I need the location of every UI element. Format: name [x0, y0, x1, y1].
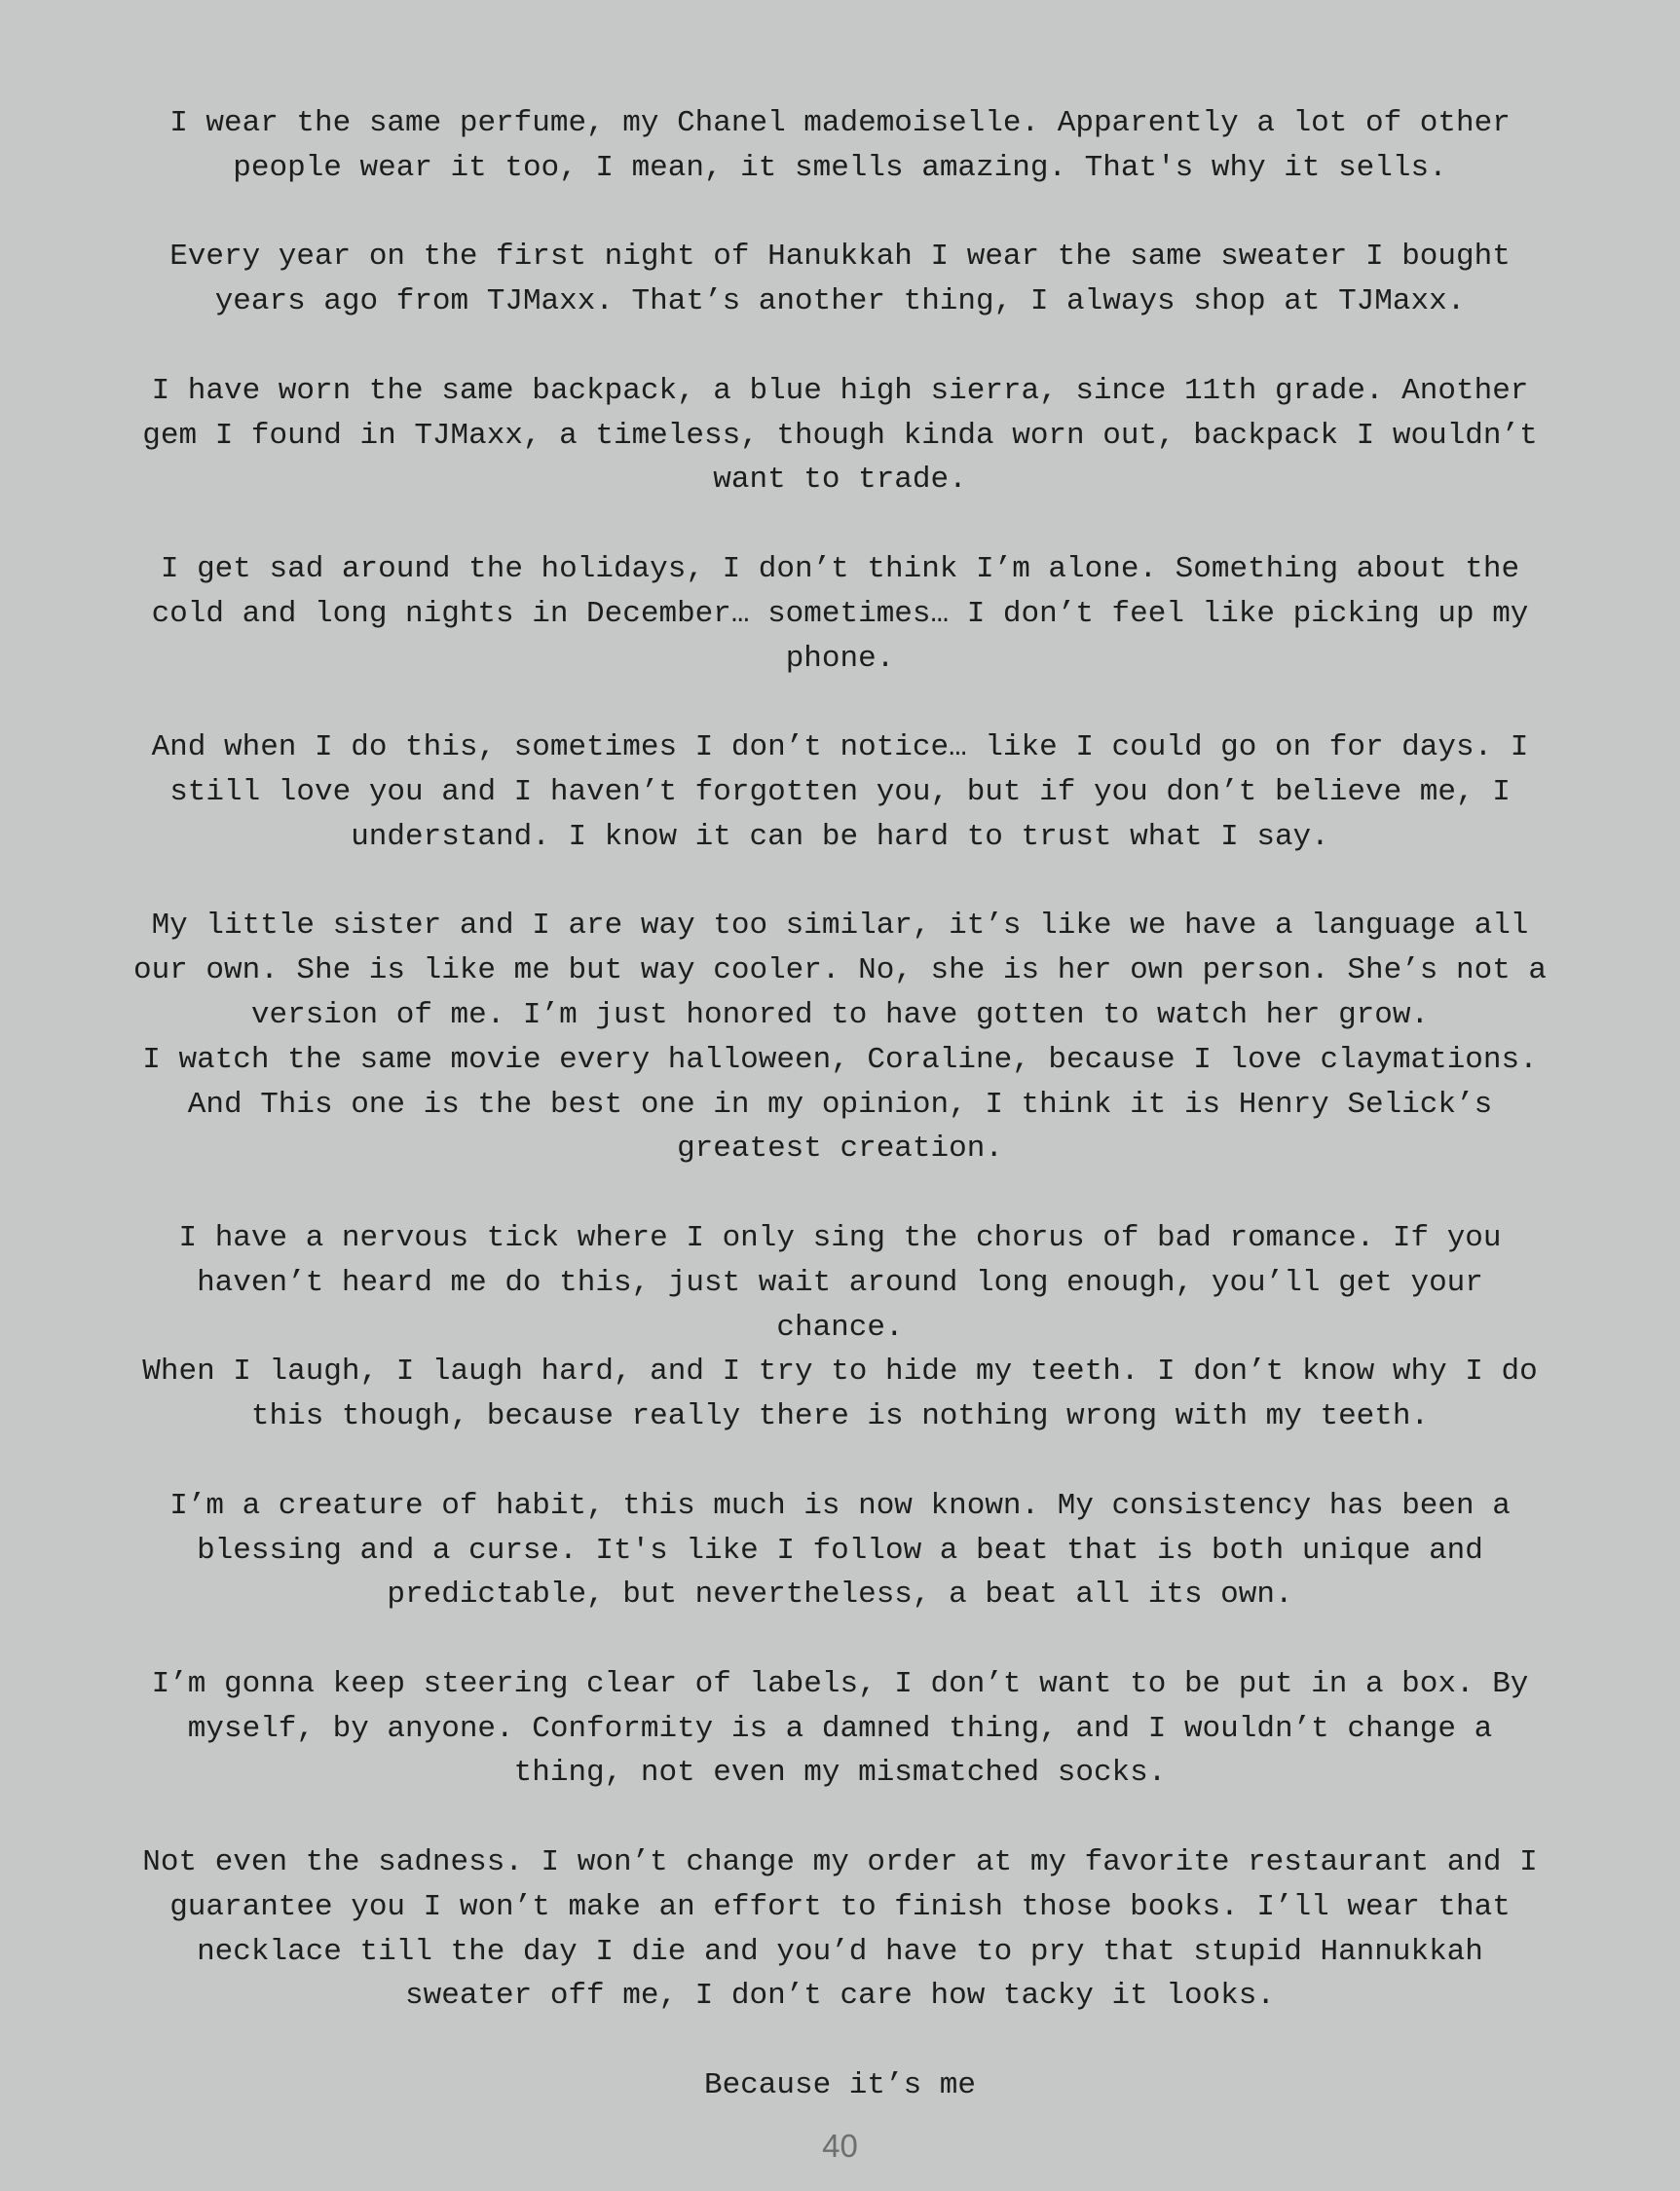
text-line: chance.	[776, 1310, 904, 1345]
text-line: I wear the same perfume, my Chanel mademoiselle. Apparently a lot of other	[169, 106, 1511, 140]
text-line: I’m gonna keep steering clear of labels, I don’t want to be put in a box. By	[151, 1666, 1529, 1701]
text-line: haven’t heard me do this, just wait around long enough, you’ll get your	[197, 1265, 1483, 1300]
text-line: years ago from TJMaxx. That’s another thing, I always shop at TJMaxx.	[214, 284, 1466, 319]
text-line: myself, by anyone. Conformity is a damned thing, and I wouldn’t change a	[187, 1711, 1493, 1746]
paragraph-labels	[58, 1662, 1622, 1796]
paragraph-gap	[58, 324, 1622, 369]
text-line: I watch the same movie every halloween, Coraline, because I love claymations.	[142, 1042, 1538, 1077]
text-line: understand. I know it can be hard to trust what I say.	[351, 819, 1329, 854]
text-line: still love you and I haven’t forgotten you, but if you don’t believe me, I	[169, 774, 1511, 809]
text-line: And This one is the best one in my opinion, I think it is Henry Selick’s	[187, 1087, 1493, 1122]
paragraph-gap	[58, 1439, 1622, 1484]
paragraph-backpack	[58, 369, 1622, 502]
text-line: greatest creation.	[677, 1132, 1003, 1167]
text-line: I get sad around the holidays, I don’t think I’m alone. Something about the	[160, 551, 1520, 586]
text-line: Because it’s me	[703, 2068, 977, 2103]
paragraph-gap	[58, 191, 1622, 236]
paragraph-gap	[58, 502, 1622, 547]
text-line: Every year on the first night of Hanukkah I wear the same sweater I bought	[169, 240, 1511, 275]
text-line: people wear it too, I mean, it smells amazing. That's why it sells.	[233, 150, 1447, 185]
text-line: thing, not even my mismatched socks.	[513, 1756, 1167, 1791]
text-line: I have a nervous tick where I only sing the chorus of bad romance. If you	[178, 1220, 1502, 1255]
page-number: 40	[822, 2128, 858, 2164]
text-line: Not even the sadness. I won’t change my order at my favorite restaurant and I	[142, 1845, 1538, 1880]
text-line: sweater off me, I don’t care how tacky it looks.	[405, 1979, 1275, 2014]
body-text	[58, 101, 1622, 2108]
paragraph-closing	[58, 2063, 1622, 2108]
text-line: gem I found in TJMaxx, a timeless, though kinda worn out, backpack I wouldn’t	[142, 418, 1538, 453]
paragraph-sister	[58, 904, 1622, 1171]
paragraph-nervous-tick	[58, 1216, 1622, 1439]
paragraph-gap	[58, 681, 1622, 725]
text-line: guarantee you I won’t make an effort to finish those books. I’ll wear that	[169, 1889, 1511, 1924]
paragraph-sadness	[58, 1840, 1622, 2019]
text-line: phone.	[785, 641, 895, 676]
text-line: this though, because really there is nothing wrong with my teeth.	[250, 1399, 1430, 1434]
text-line: And when I do this, sometimes I don’t notice… like I could go on for days. I	[151, 730, 1529, 765]
paragraph-gap	[58, 1617, 1622, 1662]
text-line: When I laugh, I laugh hard, and I try to hide my teeth. I don’t know why I do	[142, 1355, 1538, 1390]
text-line: I’m a creature of habit, this much is now known. My consistency has been a	[169, 1488, 1511, 1523]
paragraph-habit	[58, 1484, 1622, 1617]
paragraph-gap	[58, 1171, 1622, 1216]
text-line: version of me. I’m just honored to have gotten to watch her grow.	[250, 997, 1430, 1032]
text-line: predictable, but nevertheless, a beat all its own.	[387, 1578, 1293, 1613]
text-line: cold and long nights in December… sometimes… I don’t feel like picking up my	[151, 596, 1529, 631]
text-line: our own. She is like me but way cooler. No, she is her own person. She’s not a	[132, 953, 1548, 988]
paragraph-gap	[58, 860, 1622, 905]
paragraph-gap	[58, 1796, 1622, 1840]
paragraph-notice	[58, 725, 1622, 859]
text-line: blessing and a curse. It's like I follow a beat that is both unique and	[197, 1533, 1483, 1568]
paragraph-holidays	[58, 547, 1622, 681]
text-line: necklace till the day I die and you’d have to pry that stupid Hannukkah	[197, 1934, 1483, 1969]
text-line: My little sister and I are way too similar, it’s like we have a language all	[151, 909, 1529, 944]
text-line: I have worn the same backpack, a blue high sierra, since 11th grade. Another	[151, 373, 1529, 408]
paragraph-gap	[58, 2019, 1622, 2063]
paragraph-sweater	[58, 235, 1622, 324]
text-line: want to trade.	[713, 463, 967, 498]
paragraph-perfume	[58, 101, 1622, 191]
